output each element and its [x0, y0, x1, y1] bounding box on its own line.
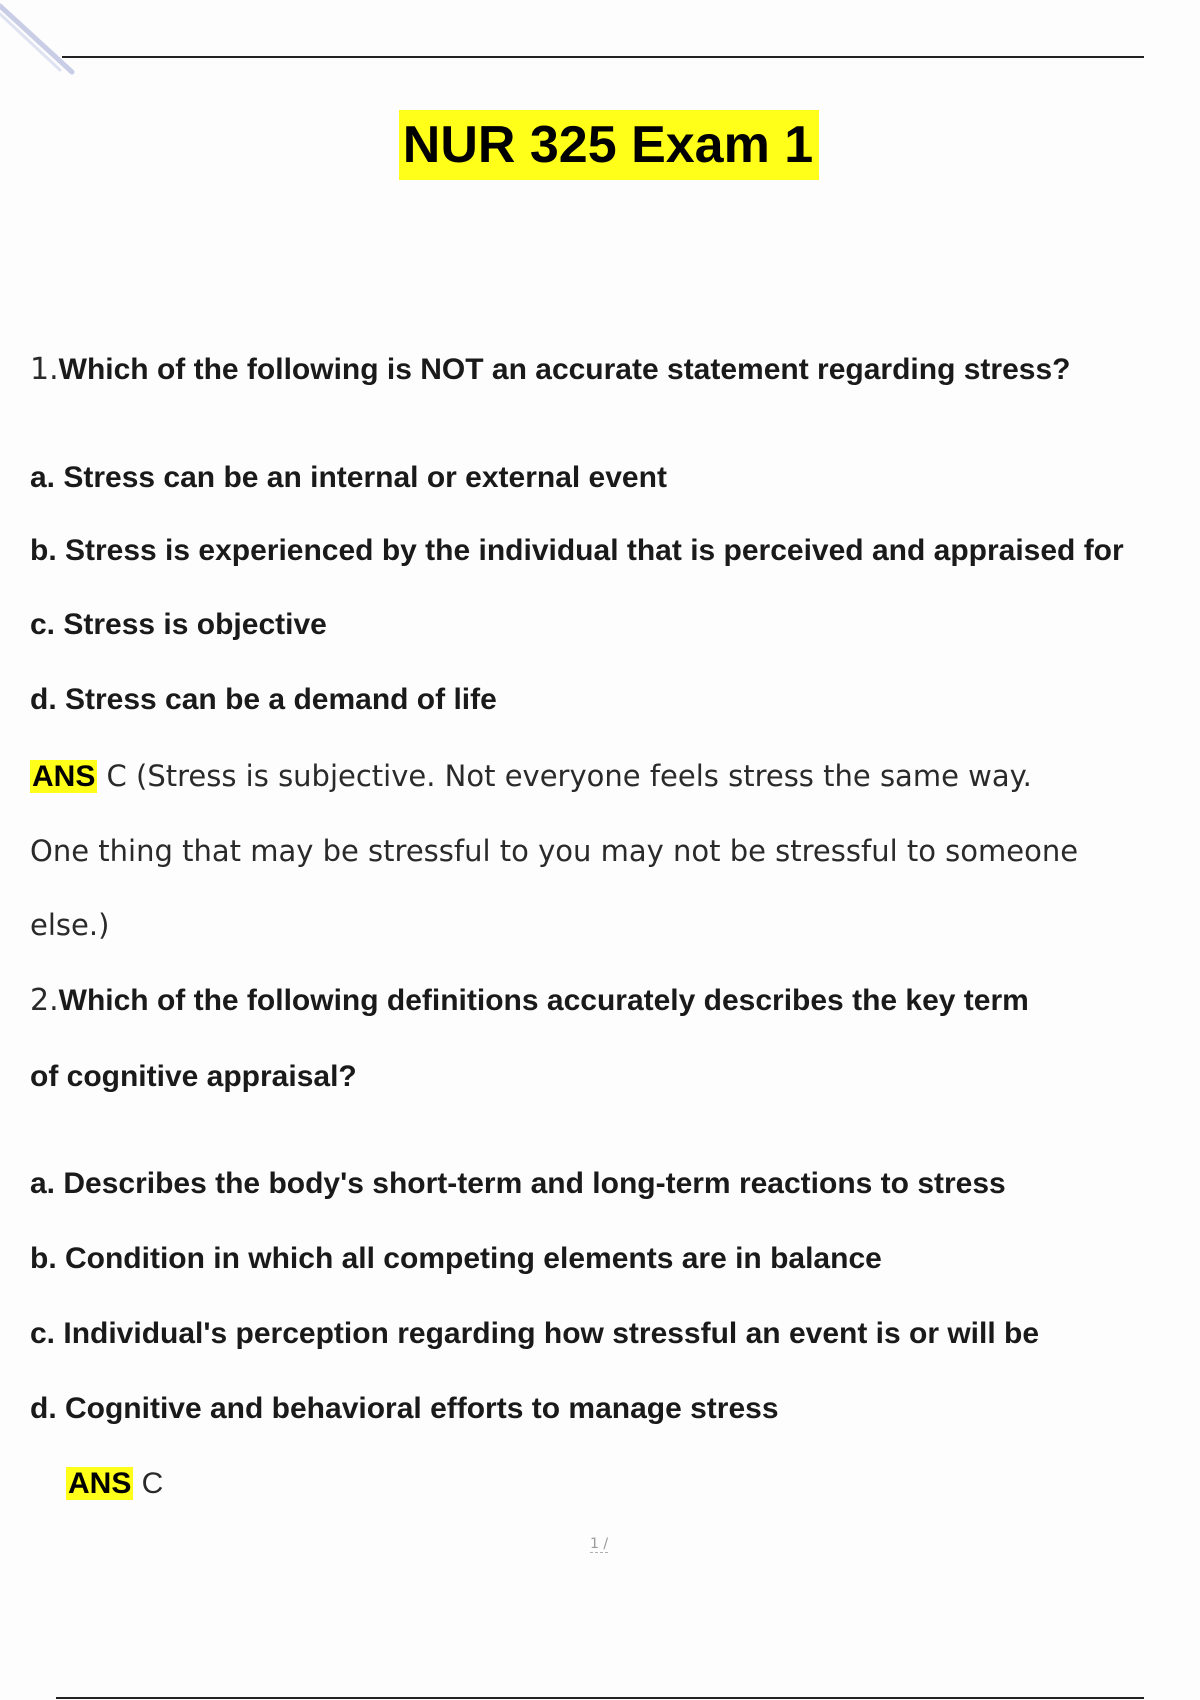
answer-explanation-line-1: C (Stress is subjective. Not everyone feels stress the same way.: [97, 759, 1032, 793]
answer-explanation-line-2: One thing that may be stressful to you may not be stressful to someone: [30, 834, 1079, 868]
document-title: NUR 325 Exam 1: [399, 110, 819, 180]
page-number: 1 /: [590, 1536, 609, 1552]
question-text-line-2: of cognitive appraisal?: [30, 1060, 357, 1093]
question-2-option-a: a. Describes the body's short-term and long-term reactions to stress: [30, 1167, 1006, 1200]
question-1-option-d: d. Stress can be a demand of life: [30, 683, 497, 716]
question-2-answer: [66, 1465, 163, 1503]
question-text-line-1: Which of the following definitions accurately describes the key term: [58, 984, 1029, 1017]
answer-explanation-line-3: else.): [30, 908, 110, 942]
title-block: [0, 110, 1200, 180]
question-1-option-a: a. Stress can be an internal or external event: [30, 461, 667, 494]
question-2-option-b: b. Condition in which all competing elements are in balance: [30, 1242, 882, 1275]
answer-label: ANS: [32, 760, 96, 793]
question-2-option-d: d. Cognitive and behavioral efforts to manage stress: [30, 1392, 779, 1425]
question-number: 1.: [30, 352, 59, 387]
page-corner-mark: [0, 0, 90, 90]
question-number: 2.: [30, 983, 59, 1018]
question-text: Which of the following is NOT an accurate statement regarding stress?: [58, 353, 1071, 386]
answer-letter: C: [133, 1467, 164, 1500]
answer-label: ANS: [68, 1467, 132, 1500]
question-1-option-b: b. Stress is experienced by the individual that is perceived and appraised for: [30, 534, 1124, 567]
question-1-option-c: c. Stress is objective: [30, 608, 327, 641]
question-2-option-c: c. Individual's perception regarding how stressful an event is or will be: [30, 1317, 1040, 1350]
question-2: [30, 982, 1029, 1020]
question-1-answer: [30, 757, 1032, 796]
footer-rule: [56, 1697, 1144, 1699]
header-rule: [62, 56, 1144, 58]
question-1: [30, 351, 1070, 389]
